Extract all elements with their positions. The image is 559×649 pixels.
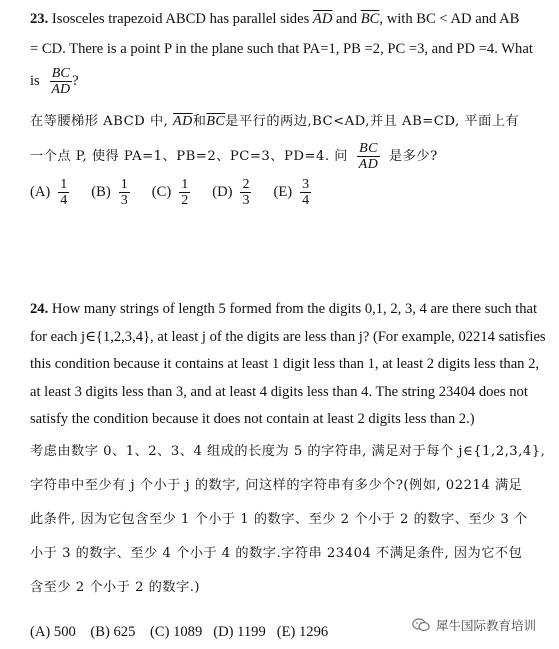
segment-ad: $\overline{AD}$	[312, 11, 333, 27]
choice-b[interactable]	[91, 177, 129, 208]
choice-den: 3	[120, 193, 128, 208]
watermark-text: 犀牛国际教育培训	[436, 618, 537, 633]
q23-zh-text-2: 是平行的两边,BC<AD,并且 AB=CD, 平面上有	[225, 114, 520, 129]
q24-text-1: How many strings of length 5 formed from the digits 0,1, 2, 3, 4 are there such that	[51, 301, 538, 317]
q24-zh-line-2: 字符串中至少有 j 个小于 j 的数字, 问这样的字符串有多少个?(例如, 02214 满足	[30, 478, 523, 493]
q23-line-2: = CD. There is a point P in the plane such that PA=1, PB =2, PC =3, and PD =4. What	[30, 41, 533, 57]
q23-line-1	[30, 10, 519, 28]
choice-num: 3	[302, 177, 310, 192]
choice-fraction	[119, 177, 130, 208]
q24-line-2: for each j∈{1,2,3,4}, at least j of the digits are less than j? (For example, 02214 satisfies	[30, 329, 546, 345]
choice-num: 1	[60, 177, 68, 192]
q23-line-3	[30, 66, 79, 97]
choice-e[interactable]	[273, 177, 311, 208]
q24-zh-line-5: 含至少 2 个小于 2 的数字.)	[30, 580, 201, 595]
choice-den: 4	[60, 193, 68, 208]
segment-bc-zh: $\overline{BC}$	[206, 114, 226, 129]
q23-zh-text-3: 一个点 P, 使得 PA=1、PB=2、PC=3、PD=4. 问	[30, 149, 348, 164]
fraction-bc-ad-zh	[357, 141, 381, 172]
q23-number: 23.	[30, 11, 49, 27]
choice-num: 1	[181, 177, 189, 192]
q23-zh-and: 和	[192, 114, 207, 129]
q24-line-5: satisfy the condition because it does not contain at least 2 digits less than 2.)	[30, 411, 475, 427]
q24-zh-line-1: 考虑由数字 0、1、2、3、4 组成的长度为 5 的字符串, 满足对于每个 j∈{1,2,3,4},	[30, 444, 546, 459]
choice-num: 2	[242, 177, 250, 192]
q23-zh-text-4: 是多少?	[389, 149, 438, 164]
q23-zh-line-2	[30, 141, 438, 172]
choice-den: 3	[242, 193, 250, 208]
choice-a[interactable]	[30, 177, 69, 208]
fraction-denominator-zh: AD	[358, 157, 379, 172]
q23-zh-line-1	[30, 113, 519, 131]
q24-line-1	[30, 300, 537, 318]
choice-fraction	[240, 177, 251, 208]
choice-d[interactable]	[212, 177, 251, 208]
q23-is: is	[30, 72, 40, 89]
choice-fraction	[179, 177, 190, 208]
q24-line-4: at least 3 digits less than 3, and at least 4 digits less than 4. The string 23404 does not	[30, 384, 528, 400]
choice-label: (C)	[151, 184, 172, 200]
q23-text-2: , with BC < AD and AB	[379, 11, 520, 27]
segment-bc: $\overline{BC}$	[360, 11, 380, 27]
choice-label: (E)	[273, 184, 293, 200]
choice-den: 2	[181, 193, 189, 208]
fraction-numerator: BC	[51, 66, 70, 81]
fraction-numerator-zh: BC	[359, 141, 378, 156]
choice-c[interactable]	[152, 177, 190, 208]
q23-choices	[30, 177, 333, 208]
q24-answer-choices: (A) 500 (B) 625 (C) 1089 (D) 1199 (E) 1296	[30, 624, 329, 640]
q24-line-3: this condition because it contains at least 1 digit less than 1, at least 2 digits less than 2,	[30, 356, 540, 372]
choice-num: 1	[120, 177, 128, 192]
choice-fraction	[300, 177, 311, 208]
q23-zh-text-1: 在等腰梯形 ABCD 中,	[30, 114, 174, 129]
segment-ad-zh: $\overline{AD}$	[173, 114, 193, 129]
choice-den: 4	[302, 193, 310, 208]
q23-text: Isosceles trapezoid ABCD has parallel sides	[51, 11, 313, 27]
q23-and: and	[332, 11, 361, 27]
choice-fraction	[58, 177, 69, 208]
q24-zh-line-3: 此条件, 因为它包含至少 1 个小于 1 的数字、至少 2 个小于 2 的数字、至少 3 个	[30, 512, 528, 527]
q24-number: 24.	[30, 301, 49, 317]
choice-label: (D)	[212, 184, 233, 200]
fraction-bc-ad	[49, 66, 72, 97]
fraction-denominator: AD	[51, 82, 71, 97]
q23-question-mark: ?	[72, 72, 79, 89]
choice-label: (B)	[91, 184, 111, 200]
wechat-icon	[412, 618, 430, 632]
choice-label: (A)	[30, 184, 51, 200]
q24-zh-line-4: 小于 3 的数字、至少 4 个小于 4 的数字.字符串 23404 不满足条件, 因为它不包	[30, 546, 523, 561]
watermark	[412, 616, 536, 634]
